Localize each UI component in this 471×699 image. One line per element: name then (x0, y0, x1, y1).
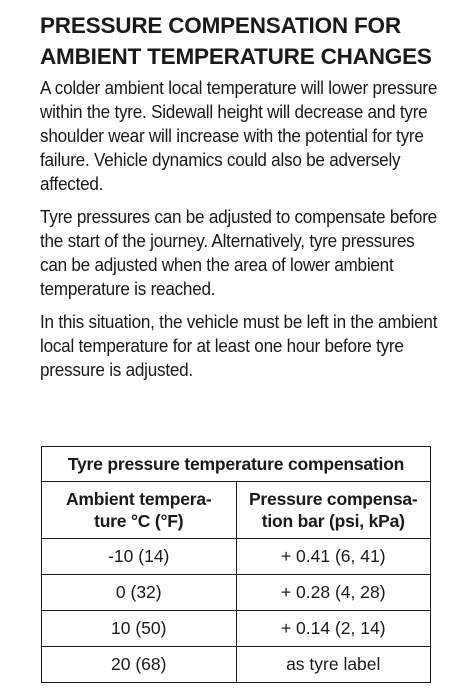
table-row (42, 575, 431, 611)
table-row (42, 611, 431, 647)
column-header-temperature-line-2: ture °C (°F) (94, 511, 184, 531)
table-caption-row (42, 447, 431, 482)
document-page (40, 10, 440, 382)
paragraph-cold-temperature: A colder ambient local temperature will lower pressure within the tyre. Sidewall height will decrease and tyre shoulder wear will increase with the potential for tyre failure. Vehicle dynamics could also be adversely affected. (40, 77, 438, 194)
cell-pressure: + 0.14 (2, 14) (236, 611, 431, 647)
column-header-temperature (42, 482, 237, 539)
paragraph-adjust-pressures: Tyre pressures can be adjusted to compensate before the start of the journey. Alternatively, tyre pressures can be adjusted when the area of lower ambient temperature is reached. (40, 206, 437, 299)
title-line-2: AMBIENT TEMPERATURE CHANGES (40, 44, 432, 69)
compensation-table (41, 446, 431, 683)
paragraph-wait-instruction: In this situation, the vehicle must be left in the ambient local temperature for at least one hour before tyre pressure is adjusted. (40, 311, 438, 380)
title-line-1: PRESSURE COMPENSATION FOR (40, 13, 401, 38)
cell-temperature: 20 (68) (42, 647, 237, 683)
cell-temperature: -10 (14) (42, 539, 237, 575)
column-header-pressure (236, 482, 431, 539)
column-header-temperature-line-1: Ambient tempera- (65, 489, 212, 509)
table-caption: Tyre pressure temperature compensation (42, 447, 431, 482)
cell-temperature: 10 (50) (42, 611, 237, 647)
cell-pressure: + 0.41 (6, 41) (236, 539, 431, 575)
column-header-pressure-line-2: tion bar (psi, kPa) (261, 511, 405, 531)
cell-temperature: 0 (32) (42, 575, 237, 611)
table-row (42, 647, 431, 683)
column-header-pressure-line-1: Pressure compensa- (248, 489, 418, 509)
table-row (42, 539, 431, 575)
page-title (40, 10, 440, 72)
table-header-row (42, 482, 431, 539)
cell-pressure: as tyre label (236, 647, 431, 683)
cell-pressure: + 0.28 (4, 28) (236, 575, 431, 611)
